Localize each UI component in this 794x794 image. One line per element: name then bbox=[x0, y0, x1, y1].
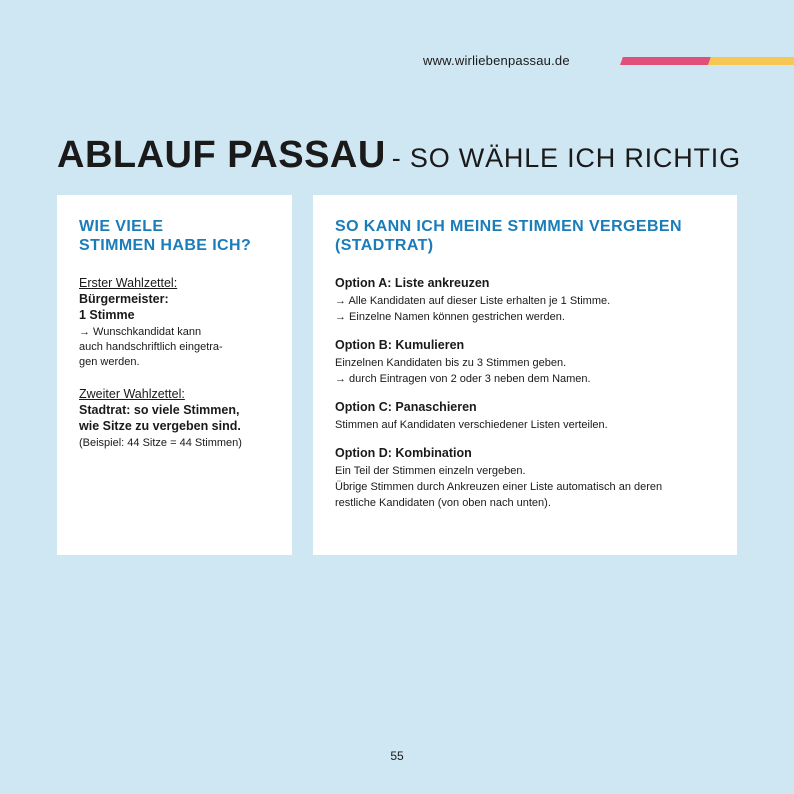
option-title: Option B: Kumulieren bbox=[335, 338, 465, 352]
ballot-strong-line: Bürgermeister: bbox=[79, 292, 169, 306]
ballot-strong-line: 1 Stimme bbox=[79, 308, 135, 322]
ballot-second bbox=[79, 386, 270, 451]
heading-line: SO KANN ICH MEINE STIMMEN VERGEBEN bbox=[335, 218, 682, 235]
option-line: Übrige Stimmen durch Ankreuzen einer Liste automatisch an deren bbox=[335, 481, 663, 493]
ballot-note bbox=[79, 325, 270, 370]
option-line: Einzelnen Kandidaten bis zu 3 Stimmen geben. bbox=[335, 357, 567, 369]
heading-line: STIMMEN HABE ICH? bbox=[79, 237, 252, 254]
option-c bbox=[335, 399, 715, 433]
website-url: www.wirliebenpassau.de bbox=[423, 53, 570, 68]
page-title bbox=[57, 132, 741, 181]
decorative-color-bar bbox=[620, 57, 794, 65]
heading-line: (STADTRAT) bbox=[335, 237, 434, 254]
note-line: (Beispiel: 44 Sitze = 44 Stimmen) bbox=[79, 437, 242, 449]
ballot-strong-line: wie Sitze zu vergeben sind. bbox=[79, 419, 241, 433]
ballot-strong-line: Stadtrat: so viele Stimmen, bbox=[79, 403, 240, 417]
votes-count-card bbox=[57, 195, 292, 555]
option-line: restliche Kandidaten (von oben nach unten). bbox=[335, 497, 551, 509]
vote-options-card bbox=[313, 195, 737, 555]
heading-line: WIE VIELE bbox=[79, 218, 164, 235]
option-d bbox=[335, 445, 715, 511]
option-title: Option C: Panaschieren bbox=[335, 400, 477, 414]
option-title: Option A: Liste ankreuzen bbox=[335, 276, 490, 290]
option-line: → Einzelne Namen können gestrichen werden. bbox=[335, 311, 565, 323]
option-a bbox=[335, 275, 715, 325]
decorative-bar-yellow bbox=[708, 57, 794, 65]
page-title-subtitle: - SO WÄHLE ICH RICHTIG bbox=[391, 143, 741, 173]
ballot-label: Zweiter Wahlzettel: bbox=[79, 387, 185, 401]
option-b bbox=[335, 337, 715, 387]
page-title-bold: ABLAUF PASSAU bbox=[57, 134, 386, 176]
option-line: → durch Eintragen von 2 oder 3 neben dem Namen. bbox=[335, 373, 591, 385]
option-line: Ein Teil der Stimmen einzeln vergeben. bbox=[335, 465, 526, 477]
page-number: 55 bbox=[390, 749, 404, 763]
votes-count-heading bbox=[79, 217, 270, 255]
note-line: gen werden. bbox=[79, 356, 140, 368]
option-title: Option D: Kombination bbox=[335, 446, 472, 460]
ballot-first bbox=[79, 275, 270, 370]
note-line: → Wunschkandidat kann bbox=[79, 326, 202, 338]
vote-options-heading bbox=[335, 217, 715, 255]
note-line: auch handschriftlich eingetra- bbox=[79, 341, 223, 353]
option-line: → Alle Kandidaten auf dieser Liste erhalten je 1 Stimme. bbox=[335, 295, 611, 307]
ballot-note bbox=[79, 436, 270, 451]
decorative-bar-pink bbox=[620, 57, 711, 65]
option-line: Stimmen auf Kandidaten verschiedener Listen verteilen. bbox=[335, 419, 608, 431]
ballot-label: Erster Wahlzettel: bbox=[79, 276, 178, 290]
